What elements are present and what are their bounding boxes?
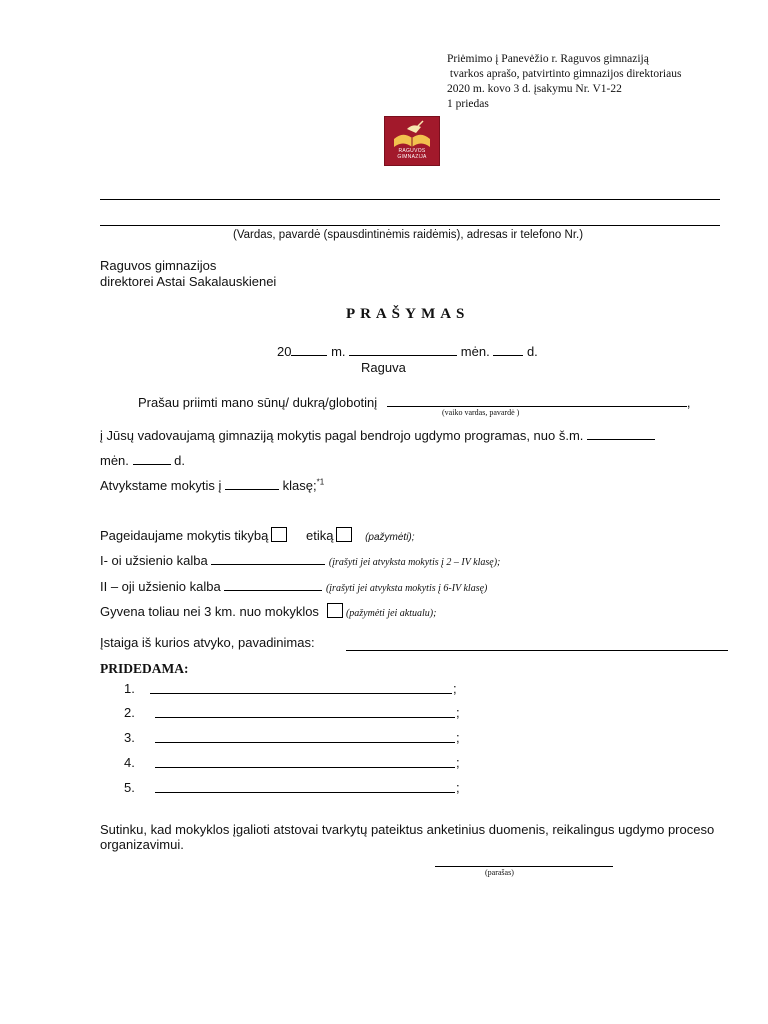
- header-note-line4: 1 priedas: [447, 98, 489, 110]
- attachment-end-3: ;: [456, 730, 460, 745]
- attachment-num-5: 5.: [124, 780, 135, 795]
- ethics-checkbox[interactable]: [336, 527, 352, 542]
- recipient-line1: Raguvos gimnazijos: [100, 258, 217, 273]
- religion-line: [100, 527, 415, 543]
- attachment-end-1: ;: [453, 681, 457, 696]
- institution-field[interactable]: [346, 650, 728, 651]
- religion-note: (pažymėti);: [365, 532, 415, 543]
- applicant-caption: (Vardas, pavardė (spausdintinėmis raidėmis), adresas ir telefono Nr.): [233, 229, 584, 241]
- lang2-line: [100, 578, 487, 594]
- date-month-field[interactable]: [349, 343, 457, 356]
- logo-text-bottom: GIMNAZIJA: [397, 154, 427, 160]
- attachment-field-1[interactable]: [150, 693, 452, 694]
- date-men-label: mėn.: [460, 344, 490, 359]
- attachment-end-4: ;: [456, 755, 460, 770]
- logo-text-top: RAGUVOS: [398, 148, 426, 154]
- attachment-field-4[interactable]: [155, 767, 455, 768]
- school-logo: [384, 116, 440, 166]
- attachment-field-3[interactable]: [155, 742, 455, 743]
- date-d-label: d.: [526, 344, 538, 359]
- request-text: Prašau priimti mano sūnų/ dukrą/globotinį: [138, 395, 378, 410]
- place: Raguva: [361, 360, 406, 375]
- attachment-num-3: 3.: [124, 730, 135, 745]
- class-prefix: Atvykstame mokytis į: [100, 478, 222, 493]
- distance-label: Gyvena toliau nei 3 km. nuo mokyklos: [100, 604, 319, 619]
- class-field[interactable]: [225, 477, 279, 490]
- attachment-end-5: ;: [456, 780, 460, 795]
- attachments-heading: PRIDEDAMA:: [100, 661, 189, 676]
- header-note-line1: Priėmimo į Panevėžio r. Raguvos gimnaziją: [447, 53, 649, 65]
- request-line1-comma: ,: [686, 395, 691, 410]
- religion-label: Pageidaujame mokytis tikybą: [100, 528, 269, 543]
- date-day-field[interactable]: [493, 343, 523, 356]
- child-caption: (vaiko vardas, pavardė ): [442, 408, 520, 417]
- class-suffix: klasę;: [282, 478, 317, 493]
- child-name-field[interactable]: [387, 394, 687, 407]
- lang1-note: (įrašyti jei atvyksta mokytis į 2 – IV klasę);: [328, 557, 501, 568]
- ethics-label: etiką: [305, 528, 334, 543]
- request-line3: [100, 452, 185, 468]
- start-month-field[interactable]: [133, 452, 171, 465]
- lang2-label: II – oji užsienio kalba: [100, 579, 221, 594]
- start-men-label: mėn.: [100, 453, 129, 468]
- consent-line1: Sutinku, kad mokyklos įgalioti atstovai tvarkytų pateiktus anketinius duomenis, reikalingus ugdymo proceso: [100, 822, 715, 837]
- header-note-line2: tvarkos aprašo, patvirtinto gimnazijos direktoriaus: [447, 68, 682, 80]
- lang1-line: [100, 552, 500, 568]
- header-note: [447, 52, 681, 112]
- lang2-note: (įrašyti jei atvyksta mokytis į 6-IV klasę): [325, 583, 488, 594]
- header-note-line3: 2020 m. kovo 3 d. įsakymu Nr. V1-22: [447, 83, 622, 95]
- date-m-label: m.: [331, 344, 346, 359]
- attachment-num-4: 4.: [124, 755, 135, 770]
- consent-line2: organizavimui.: [100, 837, 184, 852]
- date-year-prefix: 20: [277, 344, 292, 359]
- date-year-field[interactable]: [291, 343, 327, 356]
- request-line1: [138, 394, 690, 410]
- distance-note: (pažymėti jei aktualu);: [345, 608, 437, 619]
- request-line2: [100, 427, 655, 443]
- lang1-label: I- oi užsienio kalba: [100, 553, 208, 568]
- start-year-field[interactable]: [587, 427, 655, 440]
- document-title: P R A Š Y M A S: [346, 306, 466, 322]
- distance-line: [100, 603, 436, 619]
- attachment-field-2[interactable]: [155, 717, 455, 718]
- signature-field[interactable]: [435, 866, 613, 867]
- lang1-field[interactable]: [211, 552, 325, 565]
- attachment-field-5[interactable]: [155, 792, 455, 793]
- distance-checkbox[interactable]: [327, 603, 343, 618]
- signature-caption: (parašas): [485, 868, 514, 877]
- class-footnote-mark: *1: [316, 477, 325, 487]
- date-line: [277, 343, 538, 359]
- class-line: [100, 477, 324, 493]
- attachment-end-2: ;: [456, 705, 460, 720]
- recipient-line2: direktorei Astai Sakalauskienei: [100, 274, 277, 289]
- request-line2-text: į Jūsų vadovaujamą gimnaziją mokytis pagal bendrojo ugdymo programas, nuo š.m.: [100, 428, 584, 443]
- attachment-num-2: 2.: [124, 705, 135, 720]
- lang2-field[interactable]: [224, 578, 322, 591]
- applicant-line-2[interactable]: [100, 225, 720, 226]
- applicant-line-1[interactable]: [100, 199, 720, 200]
- institution-label: Įstaiga iš kurios atvyko, pavadinimas:: [100, 635, 315, 650]
- attachment-num-1: 1.: [124, 681, 135, 696]
- religion-checkbox[interactable]: [271, 527, 287, 542]
- start-d-label: d.: [174, 453, 185, 468]
